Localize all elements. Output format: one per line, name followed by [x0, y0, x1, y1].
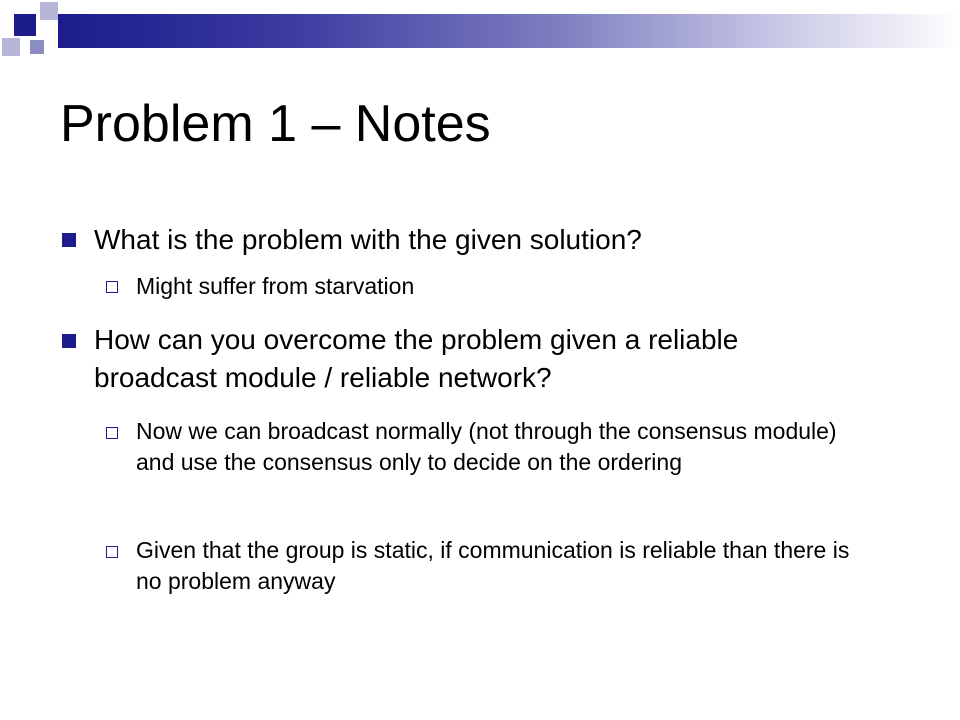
slide-title: Problem 1 – Notes	[60, 95, 491, 153]
sub-bullet-item: Now we can broadcast normally (not through the consensus module) and use the consensus only to decide on the ordering	[136, 418, 837, 475]
sub-bullet-item: Given that the group is static, if communication is reliable than there is no problem anyway	[136, 537, 850, 594]
sub-bullet-square-icon	[106, 546, 118, 558]
sub-bullet-item: Might suffer from starvation	[136, 273, 415, 299]
sub-bullet-square-icon	[106, 281, 118, 293]
bullet-item: What is the problem with the given solution?	[94, 224, 642, 255]
bullet-square-icon	[62, 233, 76, 247]
sub-bullet-square-icon	[106, 427, 118, 439]
bullet-square-icon	[62, 334, 76, 348]
bullet-item: How can you overcome the problem given a reliable broadcast module / reliable network?	[94, 324, 739, 393]
